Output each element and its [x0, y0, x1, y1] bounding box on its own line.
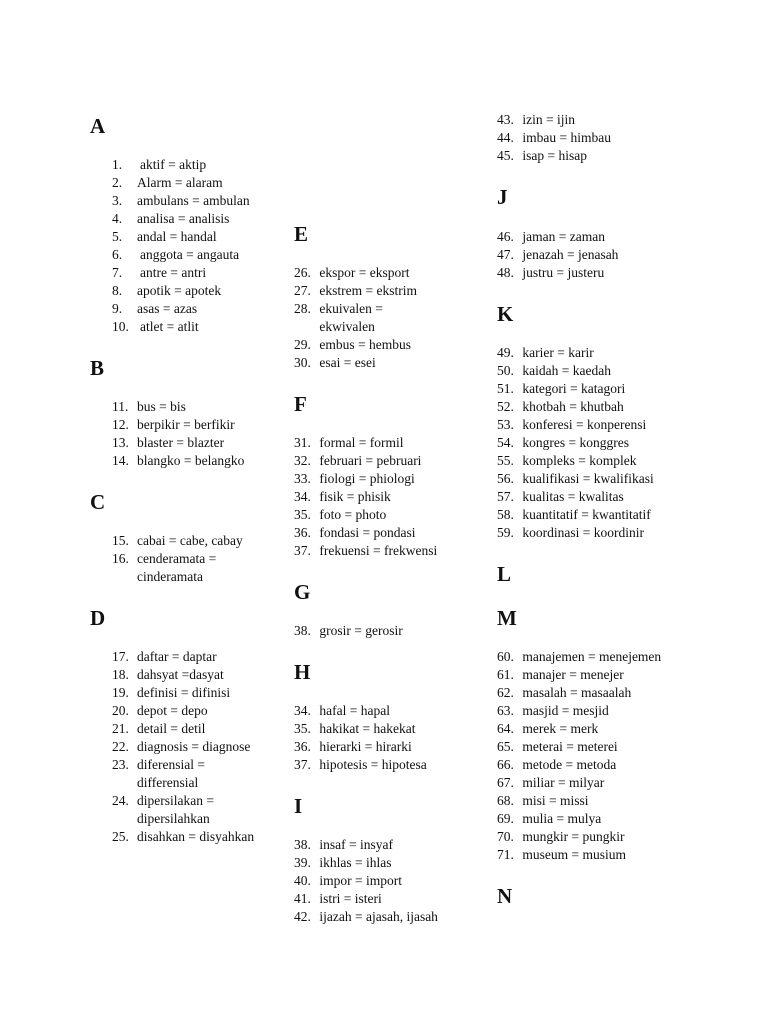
item-text: hipotesis = hipotesa: [319, 757, 427, 772]
item-text: kongres = konggres: [522, 435, 629, 450]
item-text: blaster = blazter: [137, 435, 225, 450]
item-text: izin = ijin: [522, 112, 575, 127]
item-text: museum = musium: [522, 847, 626, 862]
list-item: [90, 434, 224, 452]
list-item: [294, 756, 427, 774]
list-item: [497, 524, 644, 542]
section-heading-n: N: [497, 884, 513, 908]
list-item: [497, 506, 651, 524]
section-heading-f: F: [294, 392, 307, 416]
item-number: 35.: [294, 721, 311, 736]
item-text: ijazah = ajasah, ijasah: [319, 909, 438, 924]
list-item: [294, 542, 437, 560]
item-number: 68.: [497, 793, 514, 808]
item-number: 15.: [112, 533, 129, 548]
item-text: diagnosis = diagnose: [137, 739, 251, 754]
item-text: masjid = mesjid: [522, 703, 609, 718]
item-text-continued: cinderamata: [137, 569, 203, 584]
item-text: cabai = cabe, cabay: [137, 533, 243, 548]
list-item: [294, 354, 376, 372]
item-number: 35.: [294, 507, 311, 522]
item-number: 54.: [497, 435, 514, 450]
section-heading-e: E: [294, 222, 309, 246]
item-number: 31.: [294, 435, 311, 450]
item-number: 50.: [497, 363, 514, 378]
item-text: atlet = atlit: [140, 319, 199, 334]
item-text: hakikat = hakekat: [319, 721, 416, 736]
item-number: 38.: [294, 837, 311, 852]
list-item: [294, 836, 393, 854]
item-number: 37.: [294, 543, 311, 558]
item-text: aktif = aktip: [140, 157, 207, 172]
list-item: [90, 264, 206, 282]
item-number: 36.: [294, 525, 311, 540]
list-item: [90, 282, 221, 300]
item-number: 42.: [294, 909, 311, 924]
item-number: 17.: [112, 649, 129, 664]
item-text: kualifikasi = kwalifikasi: [522, 471, 654, 486]
list-item: [497, 362, 611, 380]
list-item: [497, 416, 646, 434]
list-item: [497, 684, 631, 702]
item-number: 71.: [497, 847, 514, 862]
item-text: cenderamata =: [137, 551, 217, 566]
list-item: [90, 532, 243, 550]
list-item: [294, 524, 415, 542]
list-item: [497, 129, 611, 147]
item-number: 34.: [294, 703, 311, 718]
item-number: 46.: [497, 229, 514, 244]
item-number: 3.: [112, 193, 123, 208]
list-item: [294, 506, 386, 524]
item-number: 33.: [294, 471, 311, 486]
item-text: ekspor = eksport: [319, 265, 410, 280]
list-item: [497, 470, 654, 488]
item-text: istri = isteri: [319, 891, 382, 906]
item-text: kaidah = kaedah: [522, 363, 611, 378]
item-text: mulia = mulya: [522, 811, 602, 826]
item-text: meterai = meterei: [522, 739, 618, 754]
item-number: 5.: [112, 229, 123, 244]
item-number: 10.: [112, 319, 129, 334]
item-number: 51.: [497, 381, 514, 396]
item-text: dahsyat =dasyat: [137, 667, 224, 682]
item-text: andal = handal: [137, 229, 217, 244]
item-number: 32.: [294, 453, 311, 468]
list-item: [90, 156, 206, 174]
item-number: 11.: [112, 399, 129, 414]
item-number: 60.: [497, 649, 514, 664]
item-text-continued: dipersilahkan: [137, 811, 210, 826]
list-item: [497, 147, 587, 165]
list-item: [90, 666, 224, 684]
item-number: 41.: [294, 891, 311, 906]
list-item: [90, 792, 214, 810]
list-item: [497, 666, 624, 684]
list-item: [497, 434, 629, 452]
item-text-continued: ekwivalen: [319, 319, 375, 334]
list-item: [90, 416, 235, 434]
item-text: definisi = difinisi: [137, 685, 231, 700]
list-item: [90, 192, 250, 210]
section-heading-d: D: [90, 606, 106, 630]
item-text: detail = detil: [137, 721, 206, 736]
item-number: 18.: [112, 667, 129, 682]
item-text: berpikir = berfikir: [137, 417, 235, 432]
list-item: [90, 398, 186, 416]
item-number: 21.: [112, 721, 129, 736]
item-text: kuantitatif = kwantitatif: [522, 507, 651, 522]
item-text: masalah = masaalah: [522, 685, 632, 700]
item-text: ekstrem = ekstrim: [319, 283, 417, 298]
item-text: grosir = gerosir: [319, 623, 403, 638]
item-number: 14.: [112, 453, 129, 468]
item-number: 69.: [497, 811, 514, 826]
list-item: [90, 720, 205, 738]
list-item: [294, 890, 382, 908]
list-item: [294, 452, 421, 470]
item-text: metode = metoda: [522, 757, 617, 772]
list-item: [294, 702, 390, 720]
list-item: [294, 282, 417, 300]
item-number: 55.: [497, 453, 514, 468]
item-number: 23.: [112, 757, 129, 772]
item-text: manajemen = menejemen: [522, 649, 662, 664]
item-text: blangko = belangko: [137, 453, 245, 468]
list-item: [90, 300, 197, 318]
item-number: 7.: [112, 265, 123, 280]
list-item: [90, 550, 216, 568]
item-text: ekuivalen =: [319, 301, 383, 316]
item-number: 20.: [112, 703, 129, 718]
item-number: 56.: [497, 471, 514, 486]
section-heading-b: B: [90, 356, 105, 380]
item-number: 19.: [112, 685, 129, 700]
list-item: [294, 872, 402, 890]
item-number: 22.: [112, 739, 129, 754]
item-number: 40.: [294, 873, 311, 888]
item-number: 66.: [497, 757, 514, 772]
item-text: embus = hembus: [319, 337, 411, 352]
list-item: [294, 336, 411, 354]
item-text: ikhlas = ihlas: [319, 855, 392, 870]
list-item: [90, 648, 217, 666]
list-item: [90, 318, 199, 336]
section-heading-i: I: [294, 794, 303, 818]
item-number: 57.: [497, 489, 514, 504]
list-item: [497, 398, 624, 416]
item-text: daftar = daptar: [137, 649, 217, 664]
item-text: miliar = milyar: [522, 775, 605, 790]
list-item: [90, 452, 244, 470]
item-text: apotik = apotek: [137, 283, 222, 298]
item-number: 43.: [497, 112, 514, 127]
item-number: 59.: [497, 525, 514, 540]
item-text: Alarm = alaram: [137, 175, 223, 190]
item-number: 39.: [294, 855, 311, 870]
list-item: [497, 792, 589, 810]
item-number: 63.: [497, 703, 514, 718]
item-text: fiologi = phiologi: [319, 471, 415, 486]
list-item: [497, 264, 604, 282]
item-text: kompleks = komplek: [522, 453, 637, 468]
item-number: 65.: [497, 739, 514, 754]
list-item: [294, 738, 412, 756]
item-text: jenazah = jenasah: [522, 247, 619, 262]
item-number: 8.: [112, 283, 123, 298]
item-number: 13.: [112, 435, 129, 450]
item-number: 67.: [497, 775, 514, 790]
item-number: 49.: [497, 345, 514, 360]
list-item: [90, 828, 254, 846]
item-text: karier = karir: [522, 345, 594, 360]
item-text: kategori = katagori: [522, 381, 626, 396]
item-text: formal = formil: [319, 435, 404, 450]
section-heading-m: M: [497, 606, 517, 630]
list-item: [90, 738, 250, 756]
item-number: 48.: [497, 265, 514, 280]
section-heading-l: L: [497, 562, 512, 586]
item-text: misi = missi: [522, 793, 589, 808]
list-item: [294, 470, 415, 488]
item-text: isap = hisap: [522, 148, 587, 163]
section-heading-h: H: [294, 660, 311, 684]
item-number: 29.: [294, 337, 311, 352]
list-item: [90, 756, 205, 774]
list-item: [294, 854, 391, 872]
list-item: [497, 720, 598, 738]
section-heading-a: A: [90, 114, 106, 138]
item-text: foto = photo: [319, 507, 387, 522]
list-item: [90, 210, 229, 228]
item-number: 34.: [294, 489, 311, 504]
item-number: 61.: [497, 667, 514, 682]
item-text: jaman = zaman: [522, 229, 605, 244]
item-text: hierarki = hirarki: [319, 739, 412, 754]
item-number: 70.: [497, 829, 514, 844]
section-heading-c: C: [90, 490, 106, 514]
list-item: [294, 264, 409, 282]
list-item: [497, 111, 575, 129]
item-text: impor = import: [319, 873, 402, 888]
item-text: mungkir = pungkir: [522, 829, 625, 844]
item-text: hafal = hapal: [319, 703, 390, 718]
section-heading-k: K: [497, 302, 514, 326]
item-number: 27.: [294, 283, 311, 298]
item-text: esai = esei: [319, 355, 376, 370]
list-item: [294, 488, 391, 506]
list-item-continuation: [90, 810, 210, 828]
item-text: bus = bis: [137, 399, 186, 414]
item-text: fondasi = pondasi: [319, 525, 416, 540]
list-item: [294, 622, 403, 640]
item-number: 12.: [112, 417, 129, 432]
list-item: [90, 684, 230, 702]
list-item: [497, 828, 624, 846]
item-number: 37.: [294, 757, 311, 772]
item-text: koordinasi = koordinir: [522, 525, 644, 540]
item-number: 4.: [112, 211, 123, 226]
item-number: 9.: [112, 301, 123, 316]
list-item: [497, 810, 601, 828]
list-item: [90, 246, 239, 264]
item-number: 62.: [497, 685, 514, 700]
item-number: 64.: [497, 721, 514, 736]
list-item: [497, 846, 626, 864]
list-item: [90, 174, 223, 192]
item-number: 53.: [497, 417, 514, 432]
item-text: justru = justeru: [522, 265, 605, 280]
list-item-continuation: [90, 774, 198, 792]
list-item: [497, 246, 618, 264]
item-text: insaf = insyaf: [319, 837, 393, 852]
item-text: antre = antri: [140, 265, 207, 280]
item-text: asas = azas: [137, 301, 198, 316]
item-number: 47.: [497, 247, 514, 262]
item-text-continued: differensial: [137, 775, 199, 790]
list-item: [90, 228, 217, 246]
list-item: [497, 228, 605, 246]
item-number: 45.: [497, 148, 514, 163]
item-number: 52.: [497, 399, 514, 414]
item-text: februari = pebruari: [319, 453, 422, 468]
list-item: [497, 738, 618, 756]
item-number: 58.: [497, 507, 514, 522]
list-item-continuation: [294, 318, 375, 336]
item-text: kualitas = kwalitas: [522, 489, 624, 504]
list-item: [497, 488, 624, 506]
item-text: frekuensi = frekwensi: [319, 543, 438, 558]
section-heading-g: G: [294, 580, 311, 604]
item-text: merek = merk: [522, 721, 599, 736]
list-item: [497, 756, 616, 774]
list-item: [497, 380, 625, 398]
item-number: 1.: [112, 157, 123, 172]
list-item: [497, 774, 604, 792]
list-item: [294, 908, 438, 926]
item-number: 25.: [112, 829, 129, 844]
item-number: 6.: [112, 247, 123, 262]
item-number: 16.: [112, 551, 129, 566]
item-number: 24.: [112, 793, 129, 808]
item-text: disahkan = disyahkan: [137, 829, 255, 844]
item-text: ambulans = ambulan: [137, 193, 250, 208]
item-text: konferesi = konperensi: [522, 417, 647, 432]
item-number: 36.: [294, 739, 311, 754]
section-heading-j: J: [497, 185, 508, 209]
item-text: anggota = angauta: [140, 247, 240, 262]
list-item: [90, 702, 208, 720]
list-item: [497, 344, 594, 362]
item-number: 30.: [294, 355, 311, 370]
item-text: analisa = analisis: [137, 211, 230, 226]
item-number: 44.: [497, 130, 514, 145]
list-item: [294, 720, 415, 738]
list-item: [497, 702, 609, 720]
list-item: [497, 648, 661, 666]
list-item: [497, 452, 636, 470]
item-text: fisik = phisik: [319, 489, 391, 504]
item-number: 2.: [112, 175, 123, 190]
item-number: 26.: [294, 265, 311, 280]
list-item: [294, 300, 383, 318]
item-text: khotbah = khutbah: [522, 399, 624, 414]
item-number: 28.: [294, 301, 311, 316]
list-item-continuation: [90, 568, 203, 586]
item-text: imbau = himbau: [522, 130, 611, 145]
item-text: manajer = menejer: [522, 667, 624, 682]
item-text: diferensial =: [137, 757, 205, 772]
item-text: depot = depo: [137, 703, 208, 718]
item-text: dipersilakan =: [137, 793, 214, 808]
item-number: 38.: [294, 623, 311, 638]
list-item: [294, 434, 403, 452]
